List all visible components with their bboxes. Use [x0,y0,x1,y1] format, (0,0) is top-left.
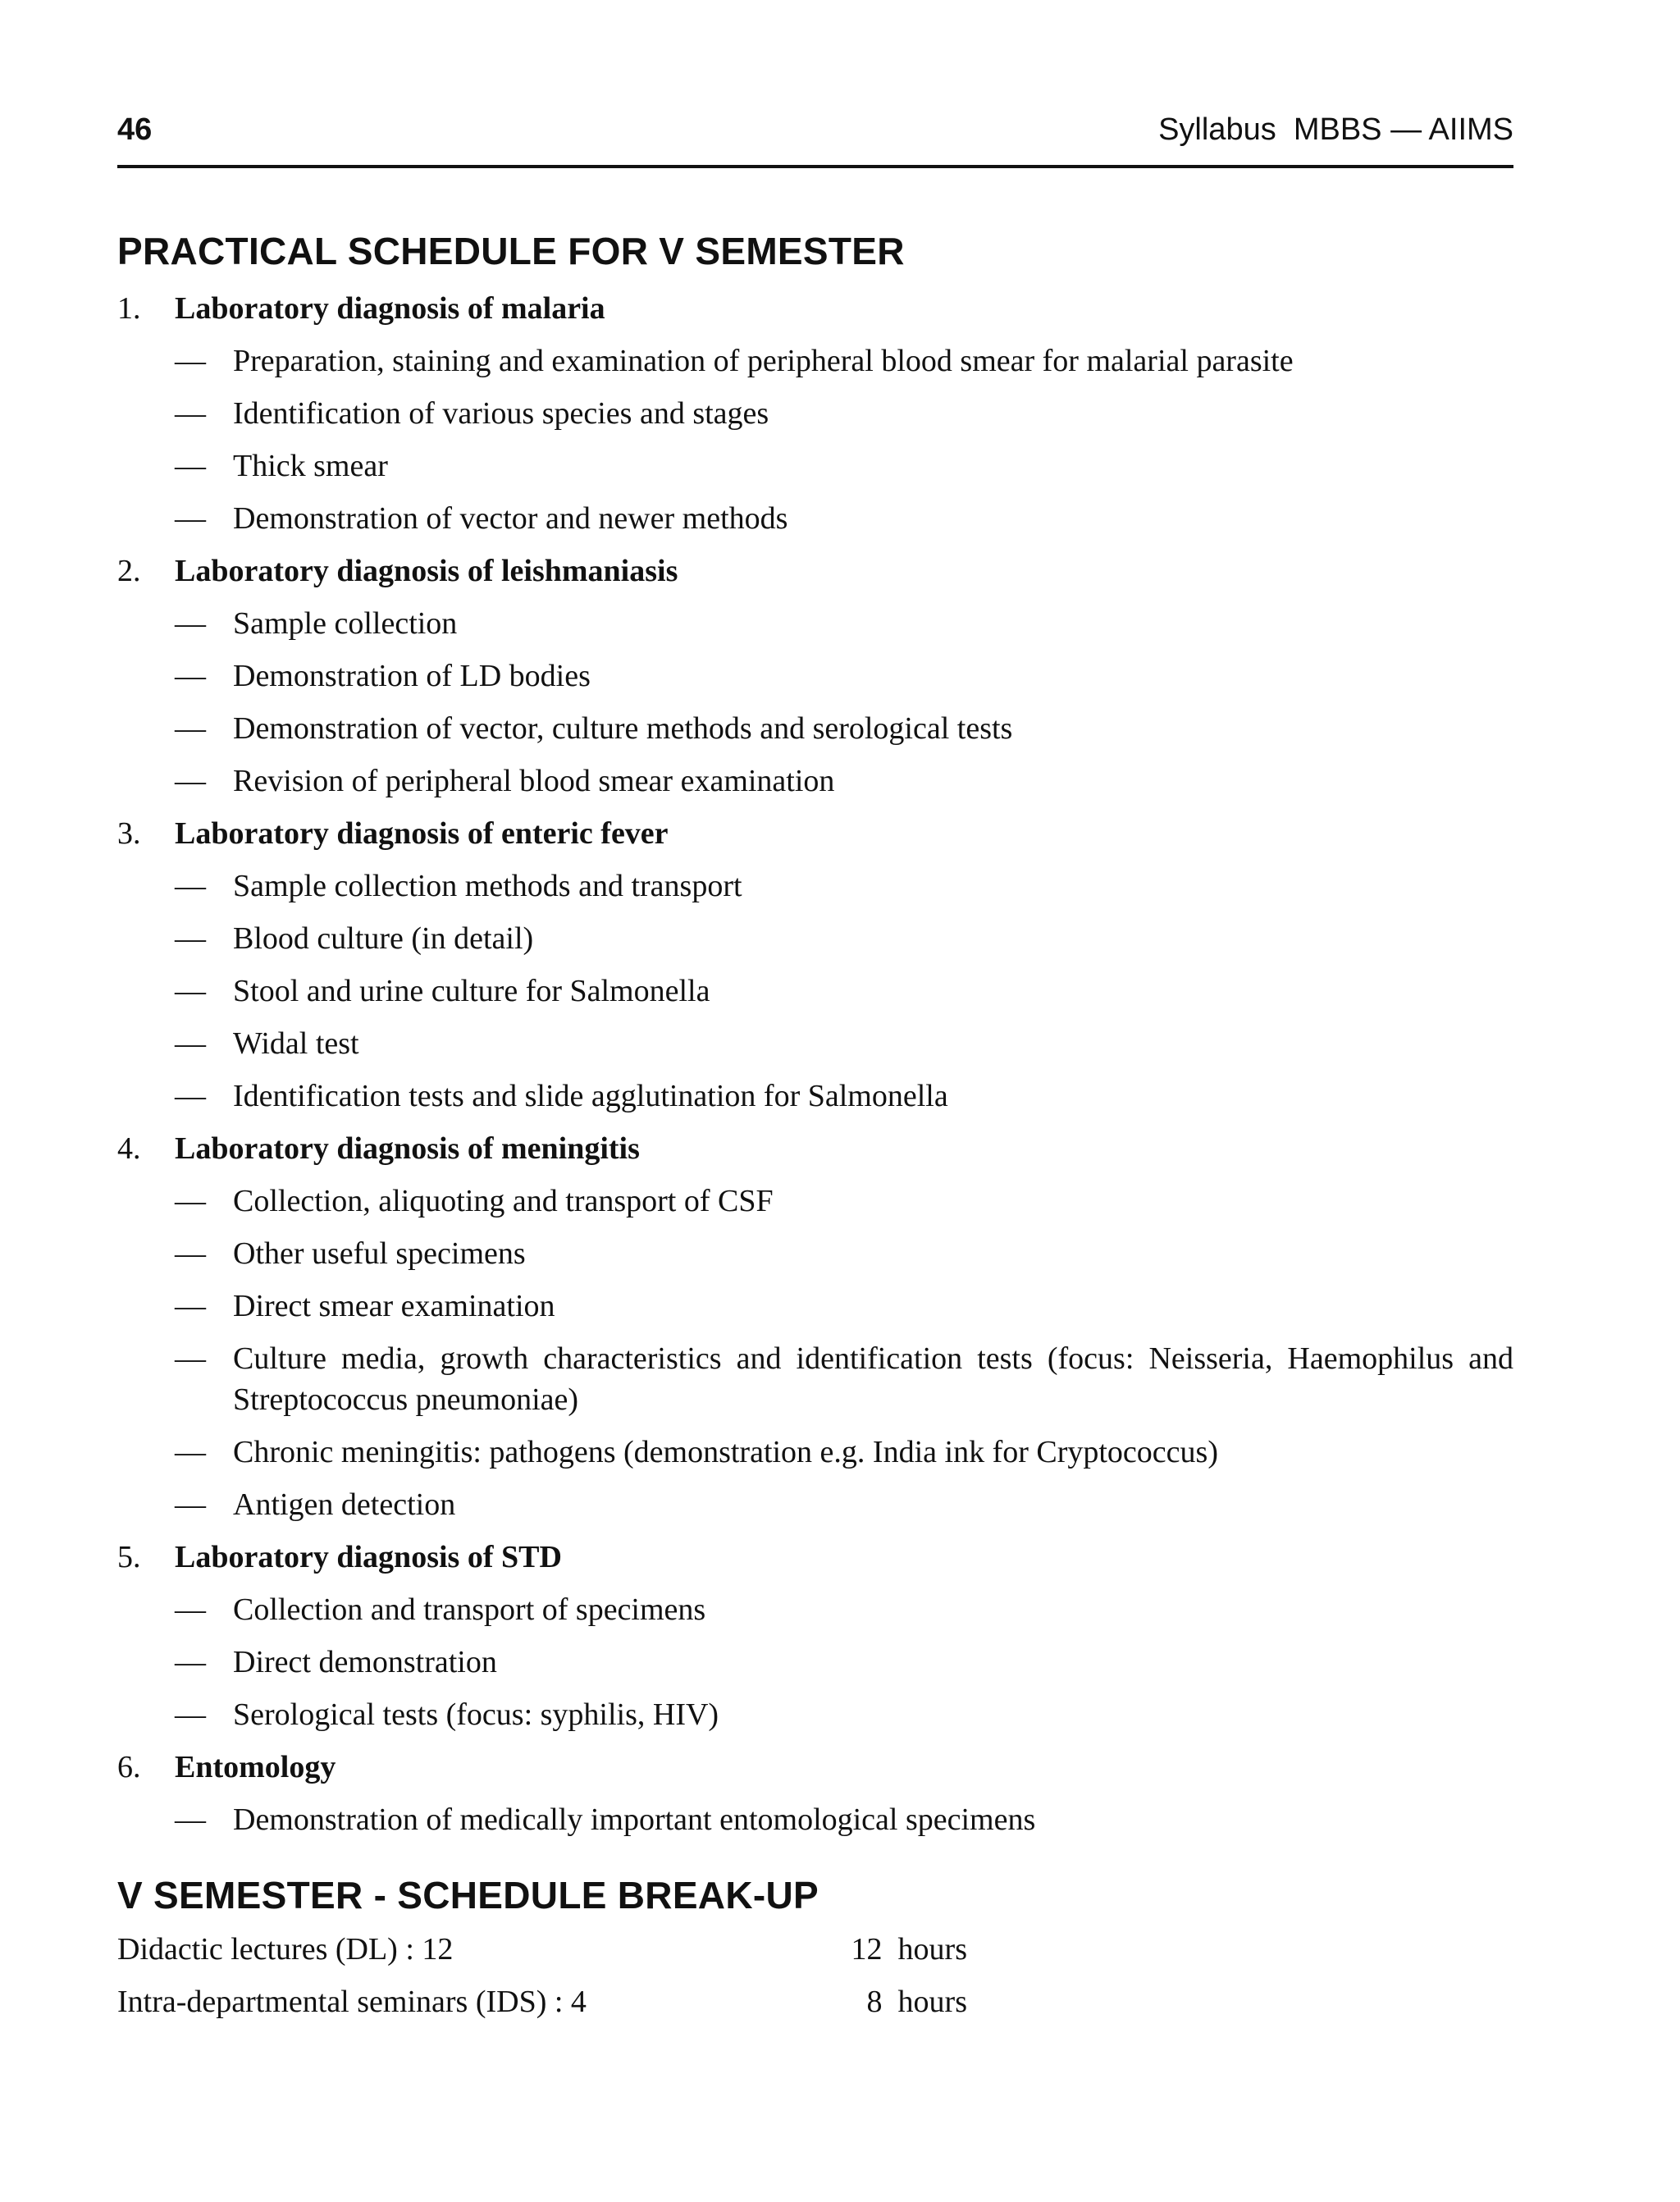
schedule-section [117,807,1513,1122]
list-item [117,1175,1513,1227]
list-item [117,1280,1513,1332]
list-item [117,387,1513,440]
list-item-text: Sample collection methods and transport [233,869,742,903]
dash-bullet: — [175,396,206,431]
list-item-text: Chronic meningitis: pathogens (demonstration e.g. India ink for Cryptococcus) [233,1435,1218,1469]
dash-bullet: — [175,606,206,641]
list-item-text: Culture media, growth characteristics and identification tests (focus: Neisseria, Haemophilus and Streptococcus pneumoniae) [233,1341,1513,1417]
breakup-hours: 12 hours [851,1932,967,1967]
dash-bullet: — [175,869,206,903]
list-item [117,650,1513,702]
schedule-section [117,282,1513,545]
list-item [117,1636,1513,1688]
section-title-text: Entomology [175,1750,336,1784]
breakup-label: Intra-departmental seminars (IDS) : 4 [117,1985,587,2019]
dash-bullet: — [175,1079,206,1113]
list-item [117,492,1513,545]
list-item-text: Collection and transport of specimens [233,1592,706,1627]
dash-bullet: — [175,1435,206,1469]
dash-bullet: — [175,449,206,483]
list-item-text: Identification of various species and stages [233,396,769,431]
dash-bullet: — [175,1487,206,1522]
dash-bullet: — [175,659,206,693]
dash-bullet: — [175,711,206,746]
list-item-text: Direct demonstration [233,1645,497,1679]
list-item-text: Sample collection [233,606,458,641]
section-title-text: Laboratory diagnosis of STD [175,1540,562,1574]
practical-schedule-heading: PRACTICAL SCHEDULE FOR V SEMESTER [117,230,905,272]
dash-bullet: — [175,1184,206,1218]
list-item-text: Widal test [233,1026,359,1061]
dash-bullet: — [175,1026,206,1061]
section-title-text: Laboratory diagnosis of meningitis [175,1131,640,1166]
list-item [117,440,1513,492]
list-item [117,912,1513,965]
dash-bullet: — [175,1645,206,1679]
schedule-section [117,1122,1513,1531]
breakup-row [117,1923,967,1976]
list-item [117,1070,1513,1122]
list-item [117,1017,1513,1070]
list-item-text: Other useful specimens [233,1236,526,1271]
page-number: 46 [117,112,153,147]
list-item [117,860,1513,912]
section-title [117,1122,1513,1175]
dash-bullet: — [175,344,206,378]
list-item [117,1227,1513,1280]
breakup-label: Didactic lectures (DL) : 12 [117,1932,454,1967]
practical-schedule-list [117,282,1513,1846]
list-item [117,1332,1513,1426]
list-item-text: Thick smear [233,449,388,483]
dash-bullet: — [175,764,206,798]
section-number: 2. [117,554,141,588]
list-item-text: Collection, aliquoting and transport of CSF [233,1184,774,1218]
list-item-text: Identification tests and slide agglutination for Salmonella [233,1079,948,1113]
schedule-section [117,1531,1513,1741]
schedule-section [117,545,1513,807]
section-title-text: Laboratory diagnosis of malaria [175,291,605,326]
dash-bullet: — [175,974,206,1008]
section-number: 3. [117,816,141,851]
breakup-hours: 8 hours [866,1985,967,2019]
list-item [117,755,1513,807]
dash-bullet: — [175,1236,206,1271]
section-number: 6. [117,1750,141,1784]
dash-bullet: — [175,1341,206,1376]
dash-bullet: — [175,1802,206,1837]
breakup-row [117,1976,967,2028]
section-title [117,282,1513,335]
dash-bullet: — [175,1697,206,1732]
list-item [117,1583,1513,1636]
list-item-text: Blood culture (in detail) [233,921,534,956]
dash-bullet: — [175,1592,206,1627]
list-item [117,1426,1513,1478]
section-title [117,807,1513,860]
running-head: Syllabus MBBS — AIIMS [1158,112,1513,147]
list-item [117,1688,1513,1741]
dash-bullet: — [175,921,206,956]
list-item-text: Preparation, staining and examination of peripheral blood smear for malarial parasite [233,344,1294,378]
list-item-text: Antigen detection [233,1487,456,1522]
list-item-text: Demonstration of medically important entomological specimens [233,1802,1036,1837]
dash-bullet: — [175,501,206,536]
page-header [117,109,1513,168]
section-number: 1. [117,291,141,326]
section-number: 4. [117,1131,141,1166]
schedule-section [117,1741,1513,1846]
list-item [117,335,1513,387]
section-title-text: Laboratory diagnosis of leishmaniasis [175,554,678,588]
list-item [117,1478,1513,1531]
list-item [117,597,1513,650]
list-item [117,1793,1513,1846]
list-item-text: Stool and urine culture for Salmonella [233,974,710,1008]
list-item-text: Revision of peripheral blood smear examination [233,764,835,798]
section-number: 5. [117,1540,141,1574]
section-title [117,1741,1513,1793]
list-item-text: Serological tests (focus: syphilis, HIV) [233,1697,719,1732]
list-item-text: Demonstration of vector and newer methods [233,501,788,536]
dash-bullet: — [175,1289,206,1323]
section-title-text: Laboratory diagnosis of enteric fever [175,816,669,851]
list-item [117,965,1513,1017]
list-item-text: Demonstration of vector, culture methods and serological tests [233,711,1013,746]
schedule-breakup-table [117,1923,967,2028]
list-item [117,702,1513,755]
list-item-text: Direct smear examination [233,1289,555,1323]
section-title [117,545,1513,597]
list-item-text: Demonstration of LD bodies [233,659,591,693]
schedule-breakup-heading: V SEMESTER - SCHEDULE BREAK-UP [117,1874,819,1916]
section-title [117,1531,1513,1583]
